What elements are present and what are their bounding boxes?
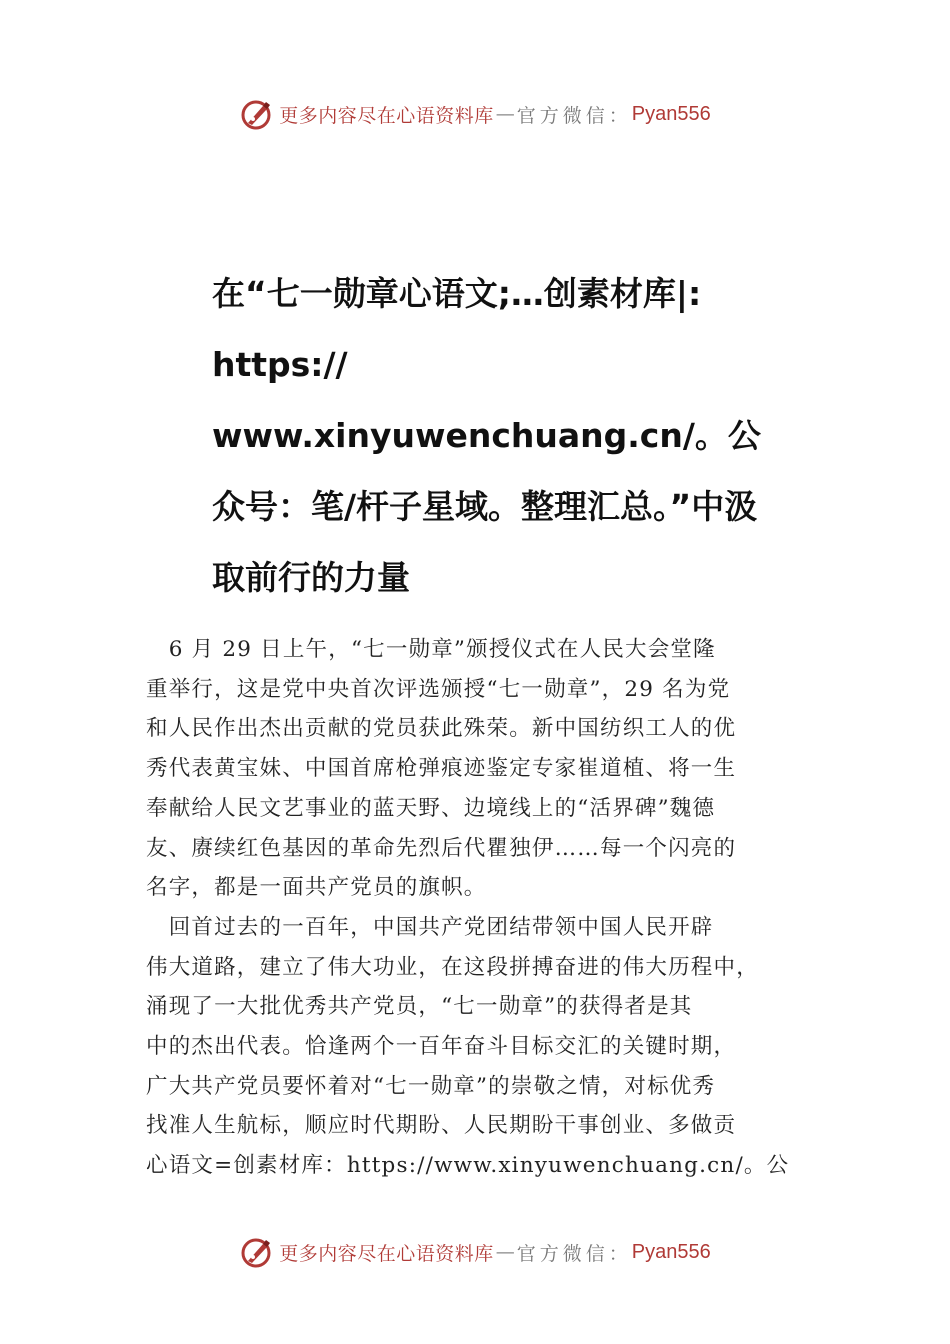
body-line: 名字，都是一面共产党员的旗帜。 <box>146 875 487 901</box>
banner-wechat-handle: Pyan556 <box>631 102 711 125</box>
title-line: https:// <box>212 345 348 384</box>
banner-wechat-handle: Pyan556 <box>631 1240 711 1263</box>
pen-nib-logo-icon <box>239 1235 273 1269</box>
body-line: 心语文=创素材库：https://www.xinyuwenchuang.cn/。公 <box>146 1153 790 1179</box>
title-line: 取前行的力量 <box>212 558 410 597</box>
body-line: 奉献给人民文艺事业的蓝天野、边境线上的“活界碑”魏德 <box>146 795 716 821</box>
title-line: 众号：笔/杆子星域。整理汇总。”中汲 <box>212 487 758 526</box>
body-line: 6 月 29 日上午，“七一勋章”颁授仪式在人民大会堂隆 <box>146 637 716 662</box>
banner-dash: — <box>495 103 515 125</box>
body-line: 中的杰出代表。恰逢两个一百年奋斗目标交汇的关键时期， <box>146 1034 737 1060</box>
document-title <box>212 258 832 613</box>
banner-wechat-label: 官方微信： <box>516 1242 632 1265</box>
footer-banner <box>0 1230 950 1274</box>
banner-wechat-label: 官方微信： <box>516 104 632 127</box>
document-body <box>146 630 816 1186</box>
title-line: 在“七一勋章心语文;…创素材库|: <box>212 274 702 313</box>
pen-nib-logo-icon <box>239 97 273 131</box>
header-banner <box>0 92 950 136</box>
title-line: www.xinyuwenchuang.cn/。公 <box>212 416 761 455</box>
banner-dash: — <box>495 1241 515 1263</box>
body-line: 友、赓续红色基因的革命先烈后代瞿独伊……每一个闪亮的 <box>146 835 737 861</box>
banner-text: 更多内容尽在心语资料库 <box>279 104 494 127</box>
banner-text: 更多内容尽在心语资料库 <box>279 1242 494 1265</box>
body-line: 涌现了一大批优秀共产党员，“七一勋章”的获得者是其 <box>146 994 693 1020</box>
body-line: 和人民作出杰出贡献的党员获此殊荣。新中国纺织工人的优 <box>146 716 737 742</box>
body-line: 找准人生航标，顺应时代期盼、人民期盼干事创业、多做贡 <box>146 1113 737 1139</box>
body-line: 广大共产党员要怀着对“七一勋章”的崇敬之情，对标优秀 <box>146 1073 716 1099</box>
body-line: 伟大道路，建立了伟大功业，在这段拼搏奋进的伟大历程中， <box>146 954 759 980</box>
body-line: 回首过去的一百年，中国共产党团结带领中国人民开辟 <box>146 914 714 940</box>
body-line: 重举行，这是党中央首次评选颁授“七一勋章”，29 名为党 <box>146 676 731 702</box>
body-line: 秀代表黄宝妹、中国首席枪弹痕迹鉴定专家崔道植、将一生 <box>146 756 737 782</box>
